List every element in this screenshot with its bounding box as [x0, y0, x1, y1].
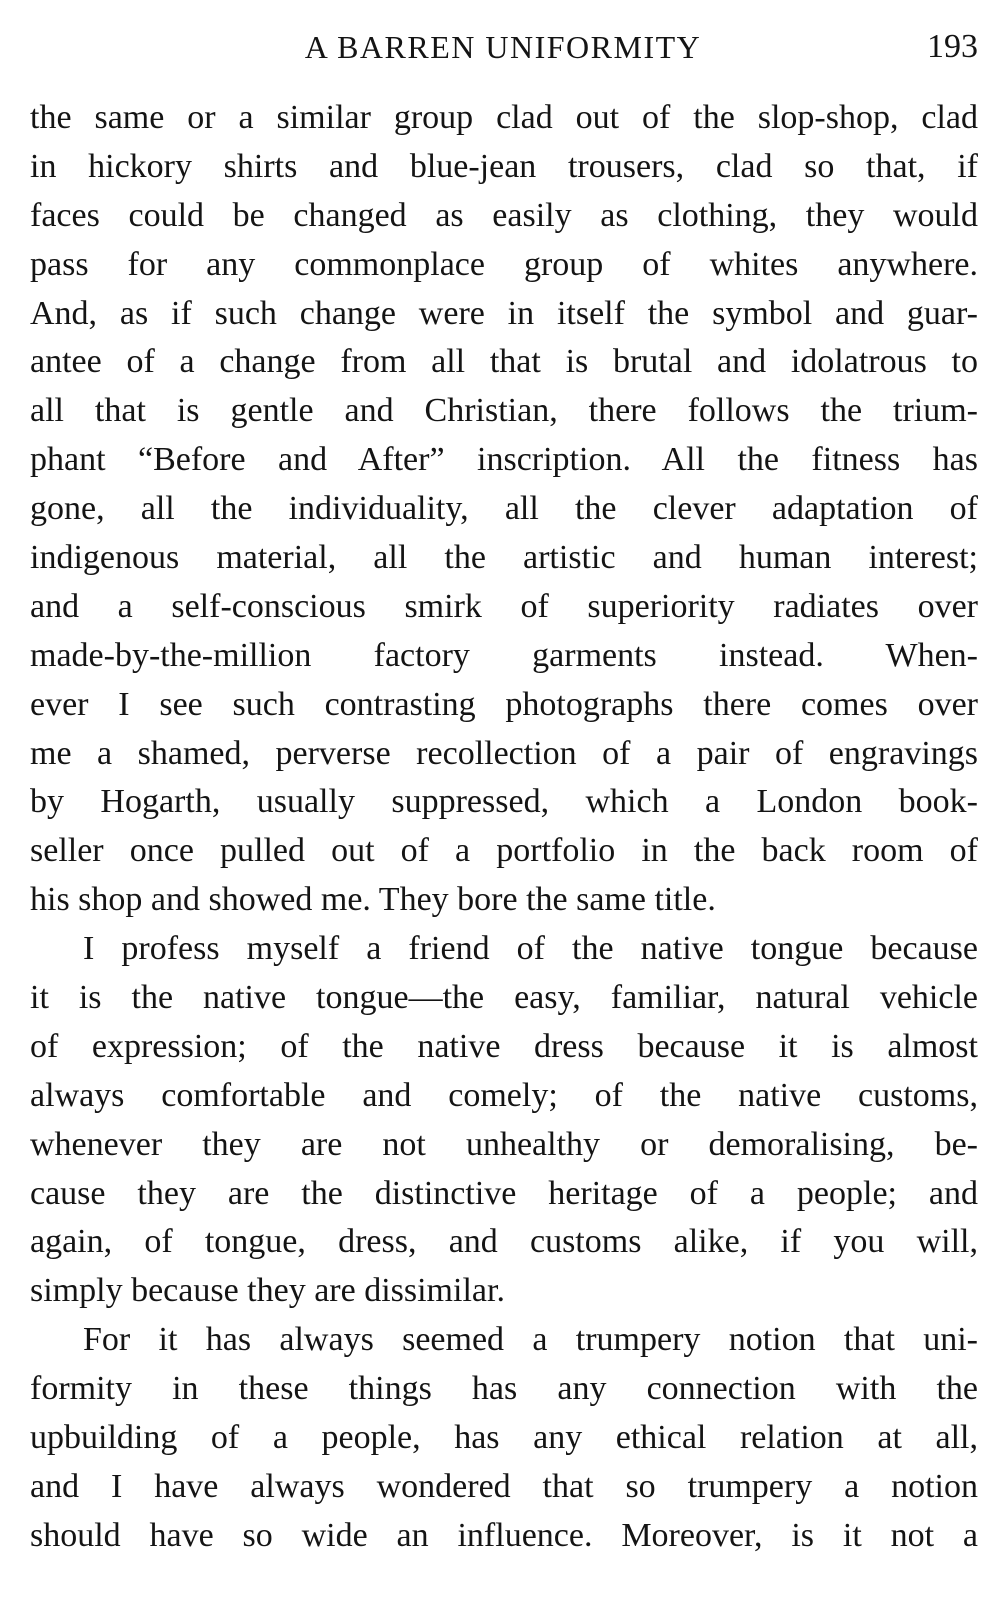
text-line: pass for any commonplace group of whites anywhere. — [30, 245, 978, 283]
text-line: cause they are the distinctive heritage of a people; and — [30, 1174, 978, 1212]
text-line: gone, all the individuality, all the clever adaptation of — [30, 490, 978, 528]
text-line: simply because they are dissimilar. — [30, 1272, 505, 1310]
paragraph-2 — [30, 925, 978, 1316]
text-line: always comfortable and comely; of the native customs, — [30, 1076, 978, 1114]
text-line: For it has always seemed a trumpery notion that uni- — [83, 1321, 978, 1359]
running-head — [28, 22, 978, 72]
text-line: whenever they are not unhealthy or demoralising, be- — [30, 1125, 978, 1163]
text-line: of expression; of the native dress because it is almost — [30, 1027, 978, 1065]
text-line: seller once pulled out of a portfolio in the back room of — [30, 832, 978, 870]
text-line: antee of a change from all that is brutal and idolatrous to — [30, 343, 978, 381]
text-line: upbuilding of a people, has any ethical relation at all, — [30, 1419, 978, 1457]
text-line: by Hogarth, usually suppressed, which a London book- — [30, 783, 978, 821]
page-number: 193 — [927, 28, 978, 65]
text-line: me a shamed, perverse recollection of a pair of engravings — [30, 734, 978, 772]
text-line: formity in these things has any connection with the — [30, 1370, 978, 1408]
text-line: I profess myself a friend of the native tongue because — [83, 930, 978, 968]
text-line: and a self-conscious smirk of superiority radiates over — [30, 587, 978, 625]
text-line: made-by-the-million factory garments instead. When- — [30, 636, 978, 674]
text-line: should have so wide an influence. Moreover, is it not a — [30, 1516, 978, 1554]
text-line: phant “Before and After” inscription. All the fitness has — [30, 441, 978, 479]
text-line: his shop and showed me. They bore the same title. — [30, 881, 716, 919]
body-text — [30, 94, 978, 1561]
text-line: faces could be changed as easily as clothing, they would — [30, 196, 978, 234]
text-line: in hickory shirts and blue-jean trousers, clad so that, if — [30, 147, 978, 185]
text-line: And, as if such change were in itself the symbol and guar- — [30, 294, 978, 332]
text-line: indigenous material, all the artistic and human interest; — [30, 539, 978, 577]
text-line: ever I see such contrasting photographs there comes over — [30, 685, 978, 723]
text-line: all that is gentle and Christian, there follows the trium- — [30, 392, 978, 430]
text-line: and I have always wondered that so trumpery a notion — [30, 1467, 978, 1505]
text-line: again, of tongue, dress, and customs alike, if you will, — [30, 1223, 978, 1261]
paragraph-1 — [30, 94, 978, 925]
text-line: it is the native tongue—the easy, familiar, natural vehicle — [30, 979, 978, 1017]
running-title: A BARREN UNIFORMITY — [304, 29, 702, 65]
text-line: the same or a similar group clad out of the slop-shop, clad — [30, 99, 978, 136]
paragraph-3 — [30, 1316, 978, 1560]
